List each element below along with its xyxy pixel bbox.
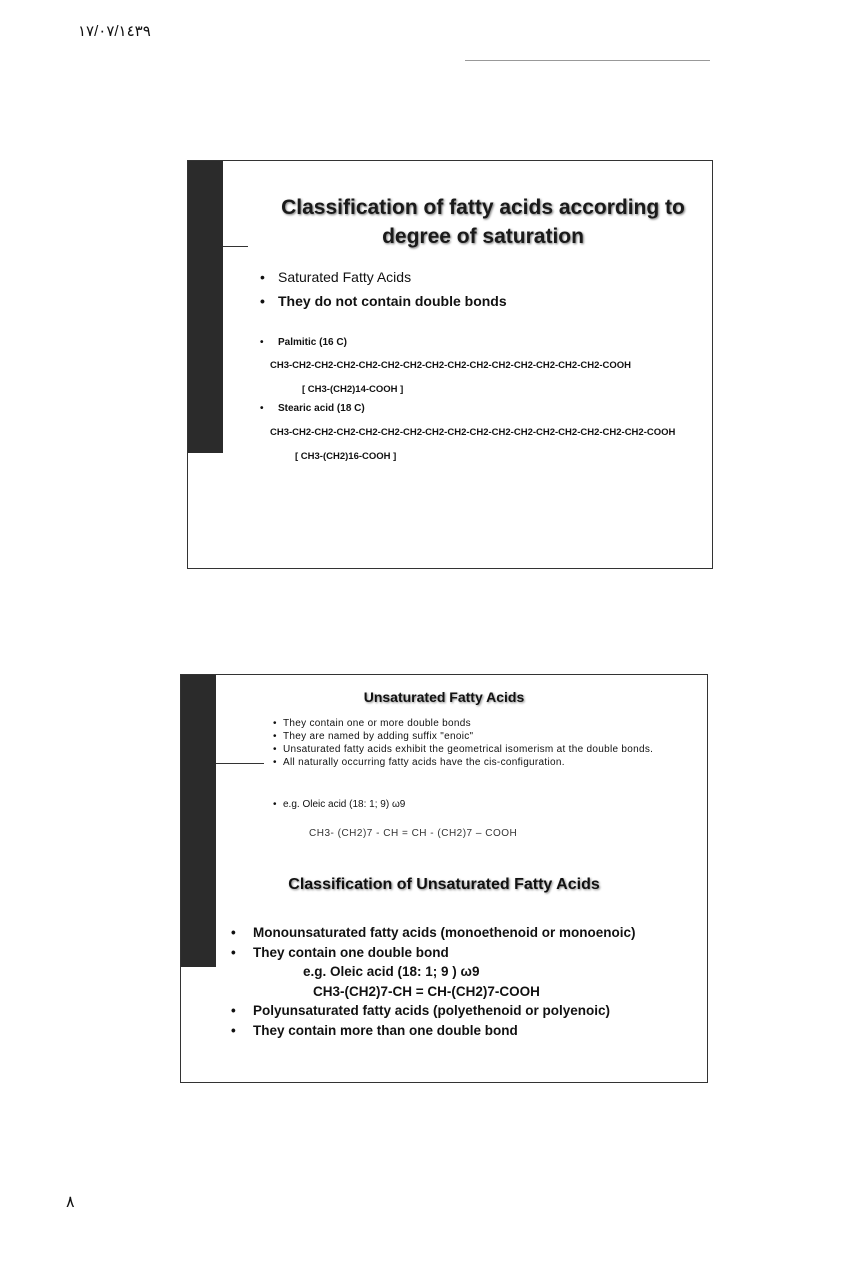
stearic-condensed-formula: [ CH3-(CH2)16-COOH ] xyxy=(295,451,397,462)
slide-title: Unsaturated Fatty Acids xyxy=(363,689,525,705)
stearic-formula: CH3-CH2-CH2-CH2-CH2-CH2-CH2-CH2-CH2-CH2-CH2-CH2-CH2-CH2-CH2-CH2-CH2-COOH xyxy=(270,427,676,438)
classification-title: Classification of Unsaturated Fatty Acids xyxy=(288,876,600,893)
slide-divider-tick xyxy=(216,763,264,764)
header-divider xyxy=(465,60,710,61)
bullet-item: • Polyunsaturated fatty acids (polyethenoid or polyenoic) xyxy=(231,1001,701,1021)
palmitic-label: • Palmitic (16 C) xyxy=(260,337,347,348)
bullet-list xyxy=(260,265,507,313)
slide-divider-tick xyxy=(223,246,248,247)
mono-formula: CH3-(CH2)7-CH = CH-(CH2)7-COOH xyxy=(313,983,540,999)
bullet-item: • They contain one or more double bonds xyxy=(273,717,673,730)
mono-example: e.g. Oleic acid (18: 1; 9 ) ω9 xyxy=(303,964,480,979)
slide-sidebar-bar xyxy=(188,161,223,453)
oleic-example: • e.g. Oleic acid (18: 1; 9) ω9 xyxy=(273,799,405,810)
bullet-item: • They contain more than one double bond xyxy=(231,1021,701,1041)
page-number: ٨ xyxy=(66,1194,75,1211)
slide-saturated-fatty-acids xyxy=(187,160,713,569)
slide-sidebar-bar xyxy=(181,675,216,967)
page-header-reference: ١٧/٠٧/١٤٣٩ xyxy=(78,23,151,40)
bullet-item: • They do not contain double bonds xyxy=(260,289,507,313)
classification-list xyxy=(231,923,701,1040)
oleic-formula: CH3- (CH2)7 - CH = CH - (CH2)7 – COOH xyxy=(309,828,518,839)
bullet-item: • Unsaturated fatty acids exhibit the geometrical isomerism at the double bonds. xyxy=(273,743,673,756)
bullet-item: • They are named by adding suffix "enoic" xyxy=(273,730,673,743)
slide-unsaturated-fatty-acids xyxy=(180,674,708,1083)
bullet-item: • They contain one double bond xyxy=(231,943,701,963)
palmitic-formula: CH3-CH2-CH2-CH2-CH2-CH2-CH2-CH2-CH2-CH2-CH2-CH2-CH2-CH2-CH2-COOH xyxy=(270,360,632,371)
bullet-item: • All naturally occurring fatty acids have the cis-configuration. xyxy=(273,756,673,769)
bullet-list xyxy=(273,717,673,769)
slide-title: Classification of fatty acids according to degree of saturation xyxy=(281,196,685,248)
bullet-item: • Saturated Fatty Acids xyxy=(260,265,507,289)
palmitic-condensed-formula: [ CH3-(CH2)14-COOH ] xyxy=(302,384,404,395)
bullet-item: • Monounsaturated fatty acids (monoethenoid or monoenoic) xyxy=(231,923,701,943)
stearic-label: • Stearic acid (18 C) xyxy=(260,403,365,414)
